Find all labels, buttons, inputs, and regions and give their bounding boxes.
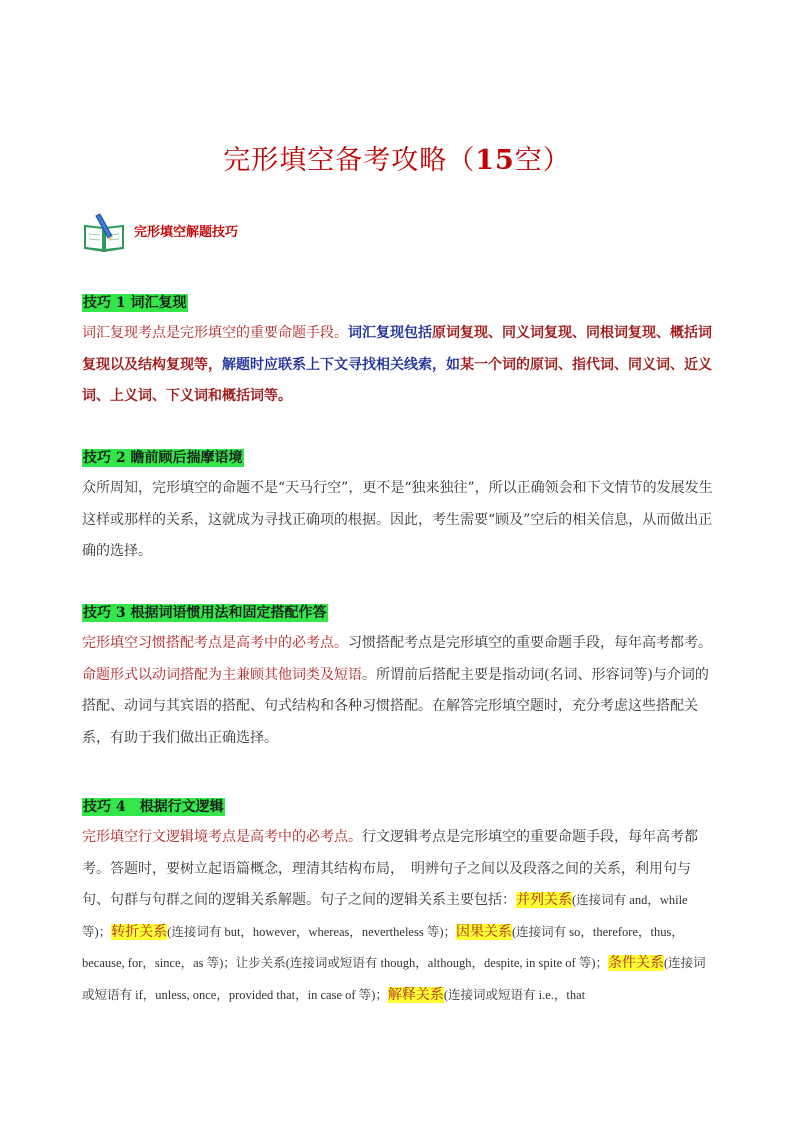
tip-3-paragraph: 完形填空习惯搭配考点是高考中的必考点。习惯搭配考点是完形填空的重要命题手段，每年高考都考。命题形式以动词搭配为主兼顾其他词类及短语。所谓前后搭配主要是指动词(名词、形容词等)与介词的搭配、动词与其宾语的搭配、句式结构和各种习惯搭配。在解答完形填空题时，充分考虑这些搭配关系，有助于我们做出正确选择。	[82, 635, 712, 746]
tip-4-paragraph: 完形填空行文逻辑境考点是高考中的必考点。行文逻辑考点是完形填空的重要命题手段，每年高考都考。答题时，要树立起语篇概念，理清其结构布局， 明辨句子之间以及段落之间的关系，利用句与句、句群与句群之间的逻辑关系解题。句子之间的逻辑关系主要包括：并列关系(连接词有 and，while 等)；转折关系(连接词有 but，however，whereas，nevertheless 等)；因果关系(连接词有 so，therefore，thus，because, for，since，as 等)；让步关系(连接词或短语有 though，although，despite, in spite of 等)；条件关系(连接词或短语有 if，unless, once，provided that，in case of 等)；解释关系(连接词或短语有 i.e.，that	[82, 829, 706, 1003]
tip-2	[82, 447, 714, 568]
highlight-cause-effect: 因果关系	[456, 923, 512, 940]
section-heading	[82, 212, 238, 252]
tip-1	[82, 292, 714, 413]
highlight-parallel: 并列关系	[516, 892, 572, 908]
title-number: 15	[475, 145, 515, 176]
tip-1-heading: 技巧 1 词汇复现	[83, 295, 187, 311]
highlight-contrast: 转折关系	[111, 923, 168, 940]
section-label: 完形填空解题技巧	[134, 225, 239, 240]
title-text: 完形填空备考攻略（	[223, 145, 476, 176]
book-pencil-icon	[82, 212, 126, 252]
tip-2-heading: 技巧 2 瞻前顾后揣摩语境	[83, 450, 243, 466]
title-suffix: 空）	[514, 145, 571, 176]
tip-1-paragraph: 词汇复现考点是完形填空的重要命题手段。词汇复现包括原词复现、同义词复现、同根词复现、概括词复现以及结构复现等，解题时应联系上下文寻找相关线索，如某一个词的原词、指代词、同义词、近义词、上义词、下义词和概括词等。	[82, 325, 712, 404]
tip-4	[82, 796, 714, 1011]
tip-4-heading: 技巧 4 根据行文逻辑	[83, 799, 224, 815]
tip-3	[82, 602, 714, 754]
tip-2-paragraph: 众所周知，完形填空的命题不是“天马行空”，更不是“独来独往”，所以正确领会和下文情节的发展发生这样或那样的关系，这就成为寻找正确项的根据。因此，考生需要“顾及”空后的相关信息，从而做出正确的选择。	[82, 480, 713, 559]
highlight-explanation: 解释关系	[387, 986, 444, 1003]
tip-3-heading: 技巧 3 根据词语惯用法和固定搭配作答	[83, 605, 327, 621]
page-title	[0, 138, 794, 177]
highlight-condition: 条件关系	[607, 955, 664, 971]
